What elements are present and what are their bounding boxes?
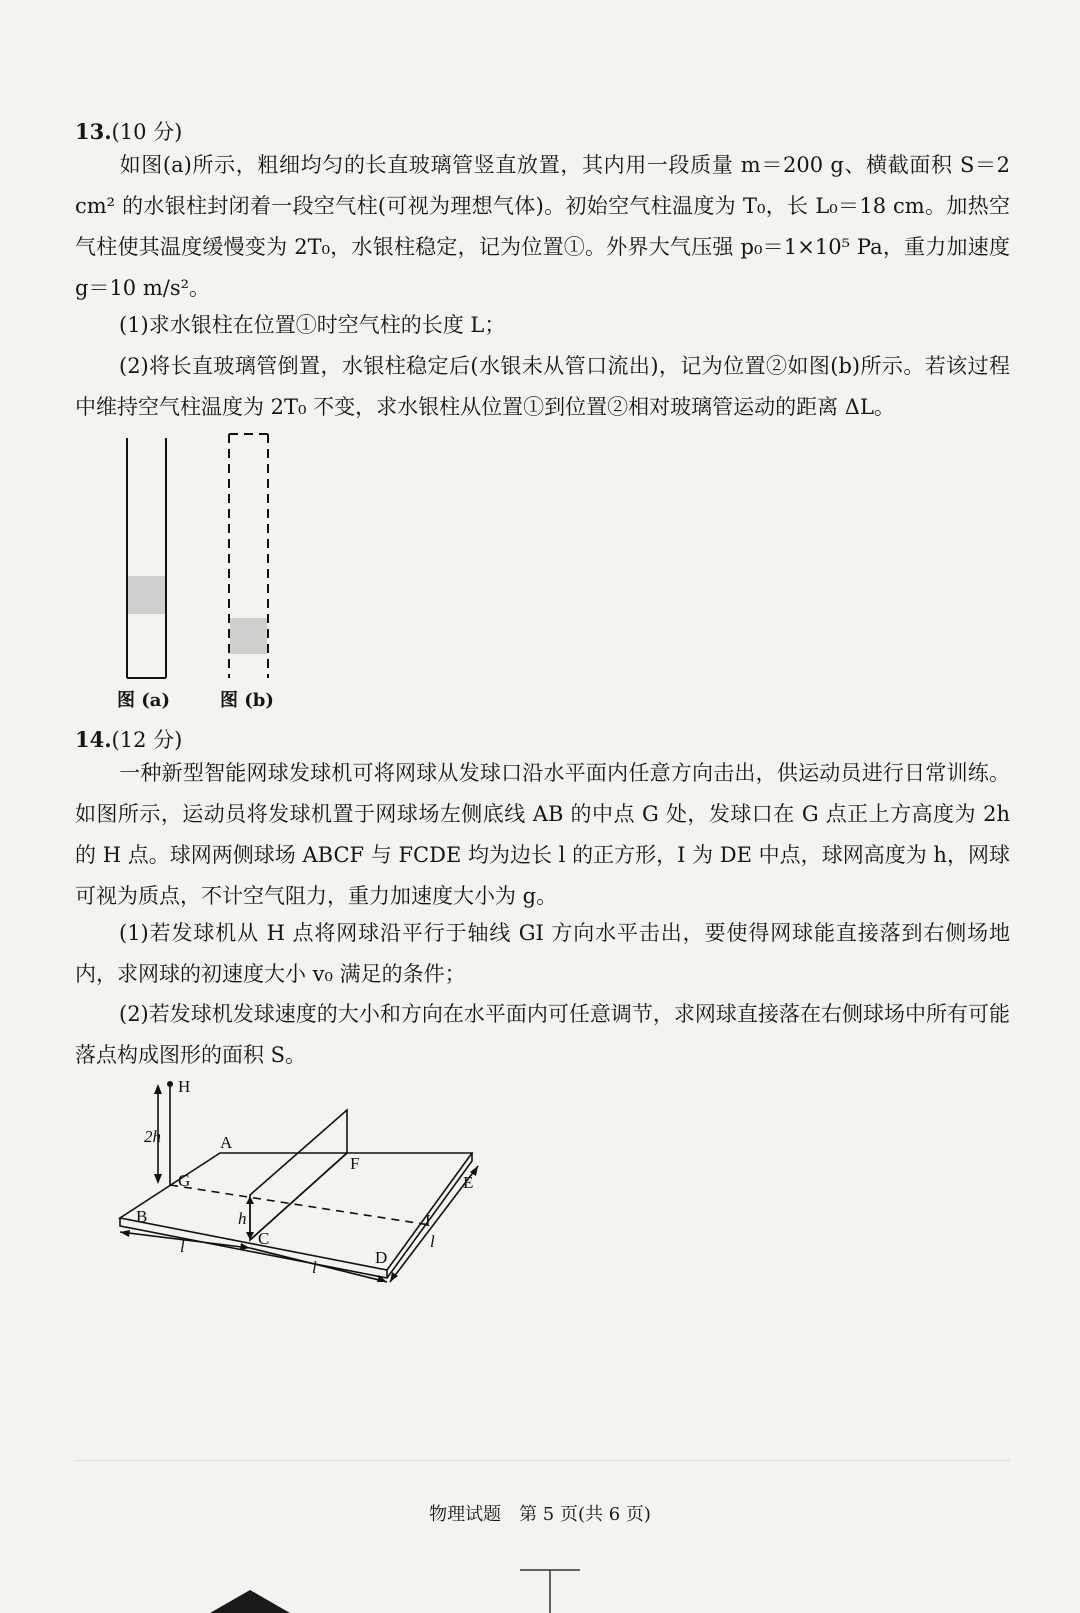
label-d: D [375, 1248, 388, 1267]
label-b: B [136, 1207, 148, 1226]
q14-header [75, 724, 182, 754]
q13-paragraph-1 [75, 145, 1010, 309]
q13-text-2: (1)求水银柱在位置①时空气柱的长度 L； [119, 313, 506, 337]
q13-paragraph-3 [75, 346, 1010, 428]
label-g: G [178, 1171, 191, 1190]
fig-b-caption: 图 (b) [220, 690, 274, 711]
tennis-court-diagram [100, 1070, 520, 1290]
label-l-2: l [312, 1258, 317, 1277]
q14-paragraph-1 [75, 753, 1010, 917]
q13-text-3: (2)将长直玻璃管倒置，水银柱稳定后(水银未从管口流出)，记为位置②如图(b)所示。若该过程中维持空气柱温度为 2T₀ 不变，求水银柱从位置①到位置②相对玻璃管运动的距离 ΔL。 [75, 354, 1010, 419]
point-h [167, 1081, 173, 1087]
q14-paragraph-2 [75, 913, 1010, 995]
label-h-net: h [238, 1209, 247, 1228]
court-surface [120, 1153, 472, 1270]
q14-paragraph-3 [75, 994, 1010, 1076]
q14-text-2: (1)若发球机从 H 点将网球沿平行于轴线 GI 方向水平击出，要使得网球能直接落到右侧场地内，求网球的初速度大小 v₀ 满足的条件； [75, 921, 1010, 986]
q14-points: (12 分) [111, 728, 183, 752]
q13-header [75, 116, 182, 146]
tube-a [127, 438, 166, 678]
q13-text-1: 如图(a)所示，粗细均匀的长直玻璃管竖直放置，其内用一段质量 m＝200 g、横截面积 S＝2 cm² 的水银柱封闭着一段空气柱(可视为理想气体)。初始空气柱温度为 T₀，长 L₀＝18 cm。加热空气柱使其温度缓慢变为 2T₀，水银柱稳定，记为位置①。外界大气压强 p₀＝1×10⁵ Pa，重力加速度g＝10 m/s²。 [75, 153, 1010, 300]
fig-a-caption: 图 (a) [117, 690, 170, 711]
mercury-column-a [128, 576, 165, 614]
label-c: C [258, 1229, 270, 1248]
q14-text-1: 一种新型智能网球发球机可将网球从发球口沿水平面内任意方向击出，供运动员进行日常训练。如图所示，运动员将发球机置于网球场左侧底线 AB 的中点 G 处，发球口在 G 点正上方高度为 2h 的 H 点。球网两侧球场 ABCF 与 FCDE 均为边长 l 的正方形，I 为 DE 中点，球网高度为 h，网球可视为质点，不计空气阻力，重力加速度大小为 g。 [75, 761, 1010, 908]
label-2h: 2h [144, 1127, 161, 1146]
page-footer: 物理试题 第 5 页(共 6 页) [429, 1504, 651, 1525]
label-a: A [220, 1133, 233, 1152]
q13-points: (10 分) [111, 120, 183, 144]
binding-marks [200, 1560, 620, 1613]
q14-text-3: (2)若发球机发球速度的大小和方向在水平面内可任意调节，求网球直接落在右侧球场中所有可能落点构成图形的面积 S。 [75, 1002, 1010, 1067]
tube-figures [110, 430, 300, 690]
label-i: I [425, 1211, 431, 1230]
label-e: E [463, 1173, 474, 1192]
q14-number: 14. [75, 727, 112, 752]
label-l-3: l [430, 1232, 435, 1251]
net [250, 1110, 347, 1240]
label-f: F [350, 1154, 360, 1173]
axis-gi [170, 1185, 430, 1225]
page-rule [75, 1460, 1010, 1461]
q13-number: 13. [75, 119, 112, 144]
label-h: H [178, 1077, 191, 1096]
mercury-column-b [230, 618, 267, 654]
label-l-1: l [180, 1237, 185, 1256]
tube-b [229, 434, 268, 678]
q13-paragraph-2 [75, 305, 1010, 346]
